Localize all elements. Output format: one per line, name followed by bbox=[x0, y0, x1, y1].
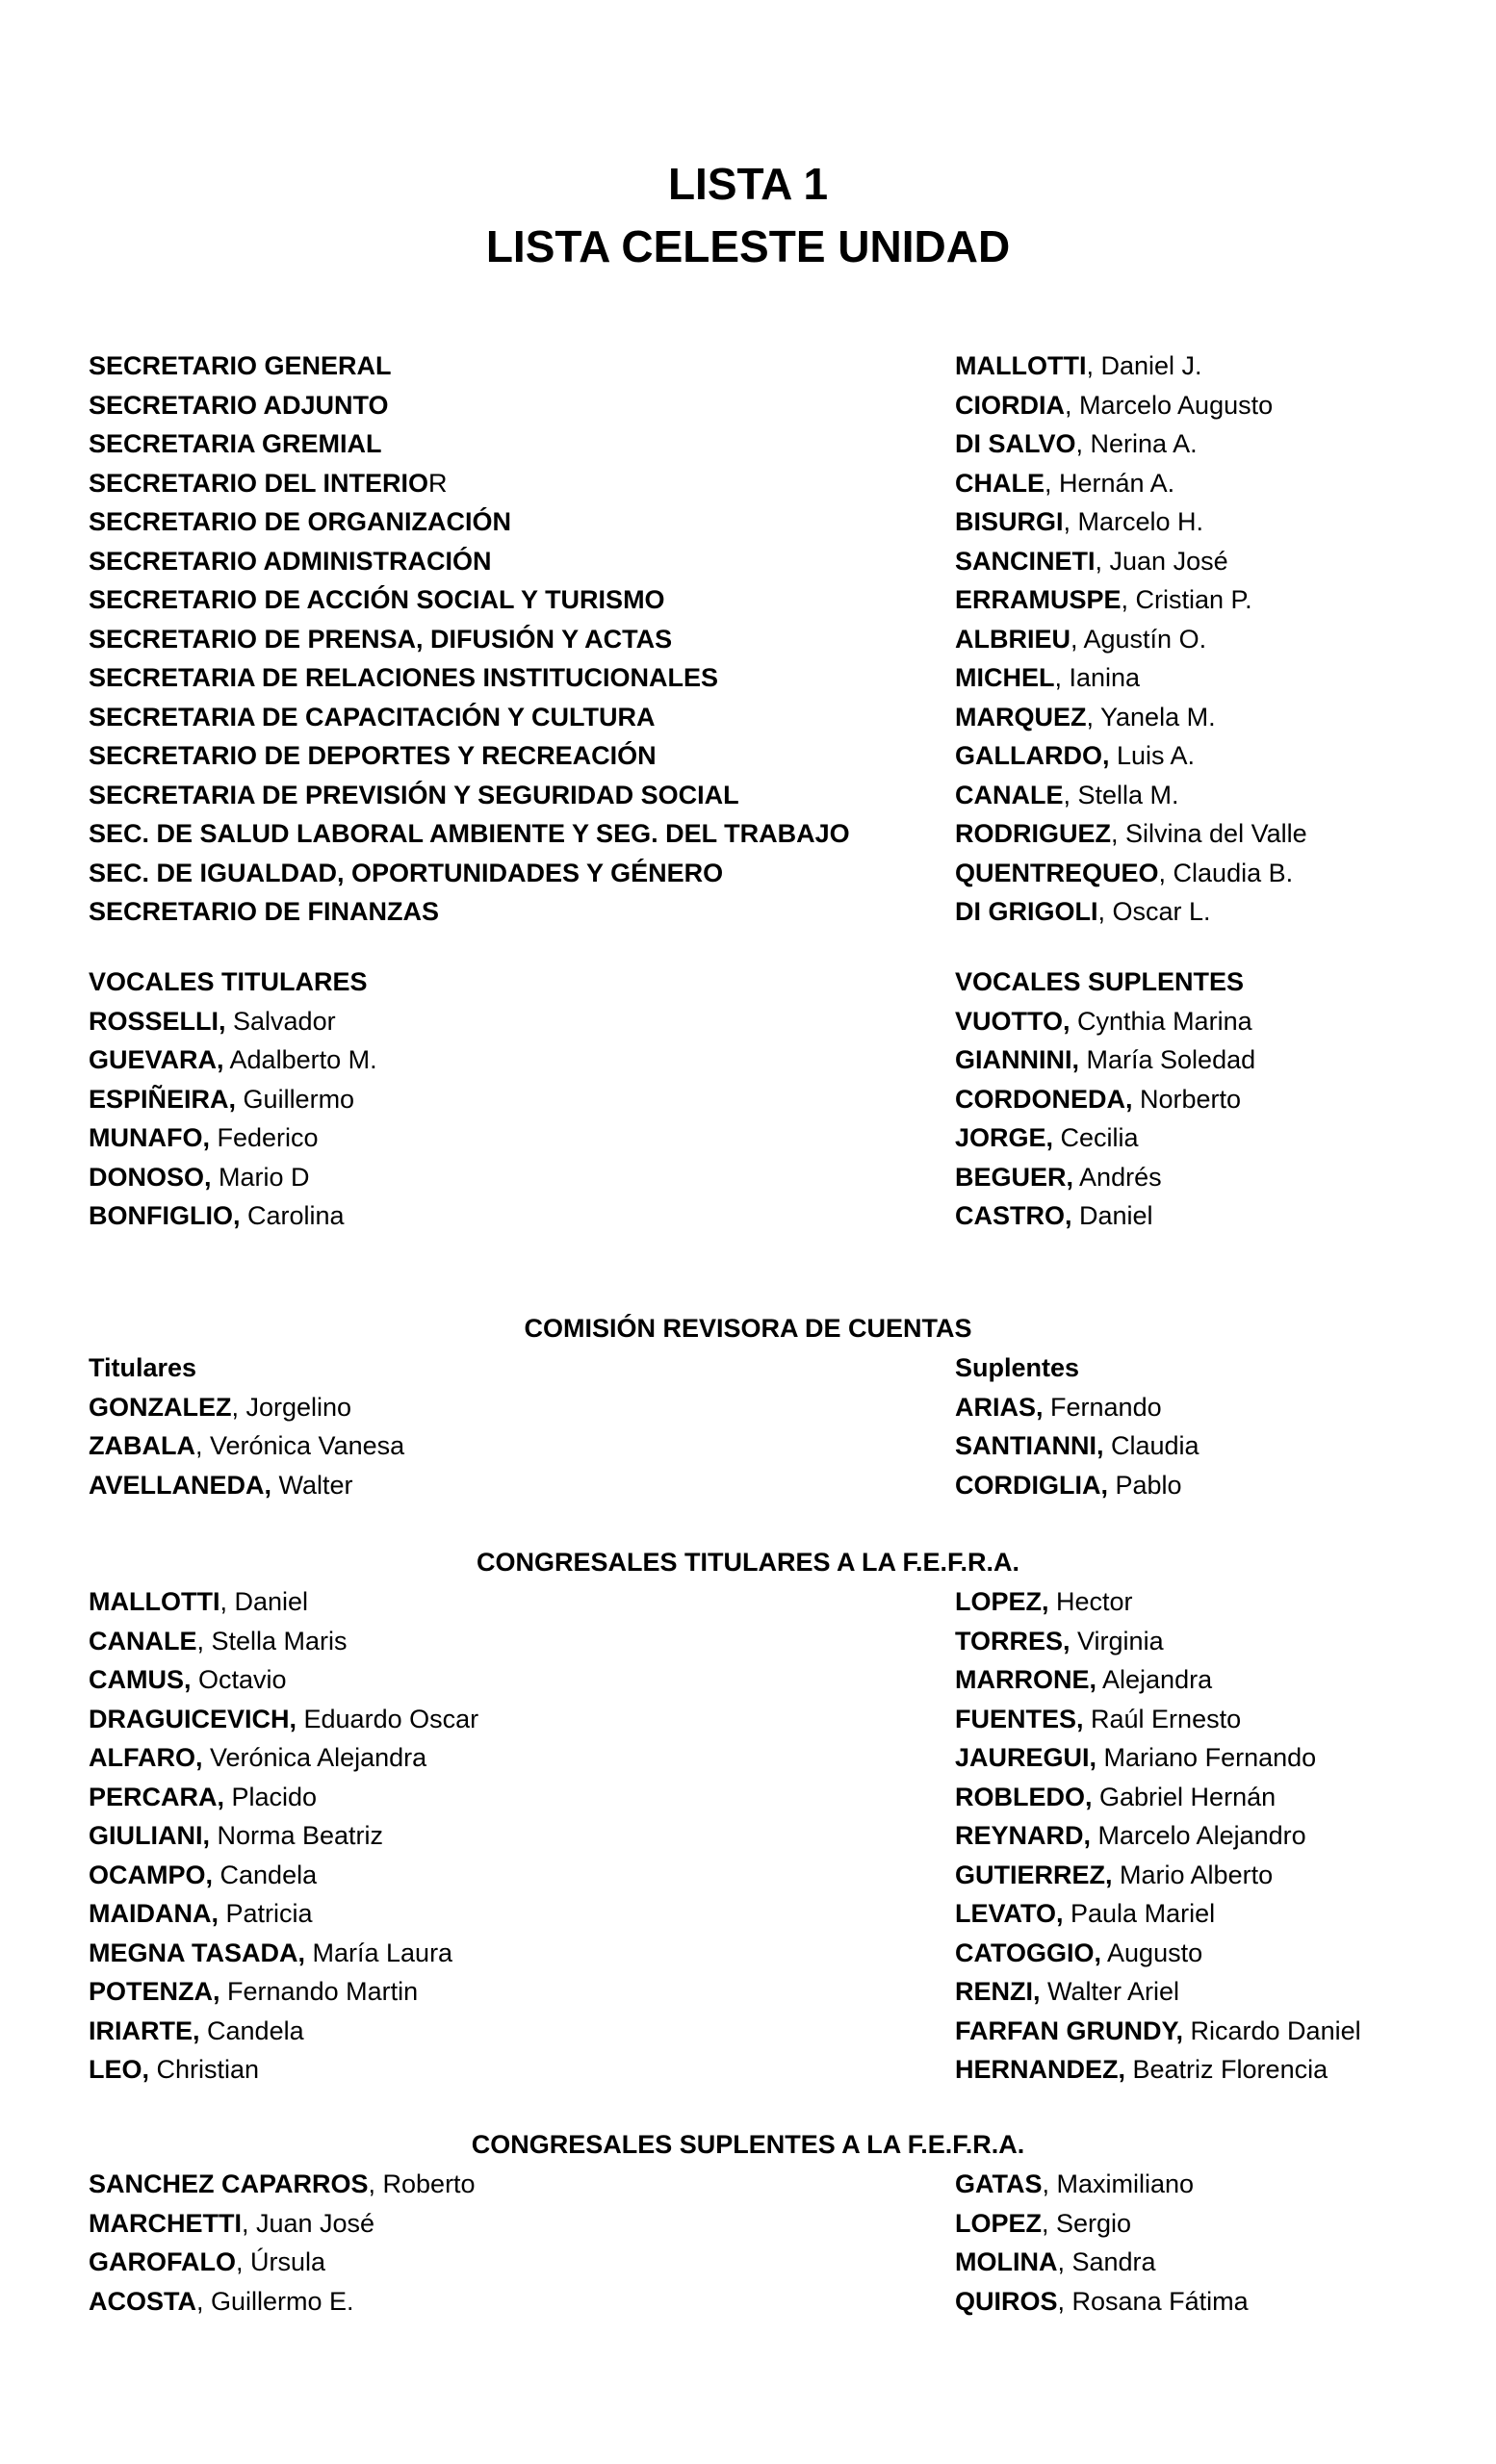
person-given-name: , Daniel bbox=[219, 1587, 309, 1616]
position-role-text: SECRETARIO DE DEPORTES Y RECREACIÓN bbox=[89, 741, 657, 770]
person-given-name: Mario Alberto bbox=[1112, 1860, 1274, 1889]
person-row bbox=[955, 2282, 1456, 2322]
person-surname: JAUREGUI, bbox=[955, 1743, 1097, 1772]
holder-surname: SANCINETI bbox=[955, 546, 1096, 576]
person-given-name: Hector bbox=[1048, 1587, 1133, 1616]
person-given-name: Fernando bbox=[1043, 1392, 1162, 1422]
person-row bbox=[89, 1660, 916, 1700]
position-holder-row bbox=[955, 658, 1456, 698]
position-role-text: SECRETARIO ADMINISTRACIÓN bbox=[89, 546, 492, 576]
holder-given-name: , Daniel J. bbox=[1086, 351, 1202, 380]
person-given-name: , Guillermo E. bbox=[196, 2286, 354, 2316]
person-surname: HERNANDEZ, bbox=[955, 2055, 1126, 2084]
person-row bbox=[89, 2050, 916, 2090]
holder-surname: QUENTREQUEO bbox=[955, 858, 1159, 887]
person-surname: FARFAN GRUNDY, bbox=[955, 2015, 1184, 2045]
person-surname: MEGNA TASADA, bbox=[89, 1938, 305, 1967]
position-holder-row bbox=[955, 698, 1456, 737]
position-holder-row bbox=[955, 620, 1456, 659]
position-role-text: SEC. DE IGUALDAD, OPORTUNIDADES Y GÉNERO bbox=[89, 858, 724, 887]
person-surname: ROSSELLI, bbox=[89, 1006, 226, 1036]
holder-surname: RODRIGUEZ bbox=[955, 819, 1111, 848]
person-given-name: Candela bbox=[213, 1860, 318, 1889]
person-surname: GUTIERREZ, bbox=[955, 1860, 1113, 1889]
comision-suplentes-list bbox=[955, 1348, 1456, 1504]
person-row bbox=[955, 1582, 1456, 1622]
person-row bbox=[955, 1158, 1456, 1197]
position-holder-row bbox=[955, 736, 1456, 776]
person-row bbox=[89, 1040, 916, 1080]
position-holder-row bbox=[955, 502, 1456, 542]
page-title: LISTA 1 bbox=[667, 159, 829, 209]
position-role-text: SECRETARIO DE FINANZAS bbox=[89, 897, 440, 926]
person-given-name: , Sergio bbox=[1042, 2208, 1132, 2238]
comision-suplentes-heading: Suplentes bbox=[955, 1353, 1080, 1382]
person-surname: MAIDANA, bbox=[89, 1899, 219, 1928]
person-row bbox=[955, 1466, 1456, 1505]
person-given-name: Salvador bbox=[225, 1006, 336, 1036]
position-role-suffix: R bbox=[428, 468, 448, 498]
position-role-row bbox=[89, 854, 916, 893]
position-role-text: SECRETARIO ADJUNTO bbox=[89, 390, 389, 420]
person-row bbox=[89, 2204, 916, 2244]
person-given-name: Christian bbox=[149, 2055, 260, 2084]
person-row bbox=[89, 2282, 916, 2322]
person-given-name: Verónica Alejandra bbox=[202, 1743, 427, 1772]
position-holder-row bbox=[955, 892, 1456, 932]
position-role-text: SEC. DE SALUD LABORAL AMBIENTE Y SEG. DEL TRABAJO bbox=[89, 819, 850, 848]
person-surname: ARIAS, bbox=[955, 1392, 1044, 1422]
person-surname: CORDIGLIA, bbox=[955, 1470, 1108, 1500]
person-row bbox=[955, 1660, 1456, 1700]
person-row bbox=[955, 1002, 1456, 1041]
person-surname: BONFIGLIO, bbox=[89, 1201, 241, 1230]
person-given-name: María Soledad bbox=[1079, 1045, 1256, 1074]
position-role-row bbox=[89, 620, 916, 659]
holder-surname: MALLOTTI bbox=[955, 351, 1087, 380]
vocales-suplentes-heading: VOCALES SUPLENTES bbox=[955, 967, 1245, 996]
person-row bbox=[955, 1778, 1456, 1817]
position-role-text: SECRETARIO DEL INTERIO bbox=[89, 468, 429, 498]
person-given-name: Marcelo Alejandro bbox=[1091, 1821, 1306, 1850]
person-row bbox=[89, 2012, 916, 2051]
person-surname: GIANNINI, bbox=[955, 1045, 1080, 1074]
person-row bbox=[89, 2243, 916, 2282]
person-surname: CASTRO, bbox=[955, 1201, 1072, 1230]
person-given-name: Mario D bbox=[211, 1162, 310, 1192]
person-row bbox=[89, 1158, 916, 1197]
person-surname: GONZALEZ bbox=[89, 1392, 232, 1422]
person-surname: MOLINA bbox=[955, 2247, 1058, 2276]
holder-given-name: , Marcelo Augusto bbox=[1065, 390, 1274, 420]
person-given-name: Claudia bbox=[1103, 1431, 1199, 1460]
person-given-name: Mariano Fernando bbox=[1096, 1743, 1317, 1772]
person-row bbox=[955, 2012, 1456, 2051]
person-row bbox=[955, 1972, 1456, 2012]
congresales-suplentes-left-list bbox=[89, 2165, 916, 2321]
congresales-suplentes-heading: CONGRESALES SUPLENTES A LA F.E.F.R.A. bbox=[471, 2130, 1025, 2159]
position-role-row bbox=[89, 776, 916, 815]
holder-given-name: , Nerina A. bbox=[1075, 429, 1198, 458]
person-surname: SANCHEZ CAPARROS bbox=[89, 2169, 369, 2198]
person-surname: LOPEZ bbox=[955, 2208, 1043, 2238]
person-row bbox=[955, 1388, 1456, 1427]
person-given-name: Beatriz Florencia bbox=[1125, 2055, 1328, 2084]
person-surname: MARRONE, bbox=[955, 1665, 1096, 1694]
holder-surname: CANALE bbox=[955, 780, 1064, 809]
position-role-text: SECRETARIA GREMIAL bbox=[89, 429, 382, 458]
person-surname: GUEVARA, bbox=[89, 1045, 224, 1074]
person-given-name: , Stella Maris bbox=[196, 1626, 348, 1656]
person-given-name: , Úrsula bbox=[236, 2247, 326, 2276]
person-given-name: Alejandra bbox=[1096, 1665, 1213, 1694]
person-row bbox=[955, 1700, 1456, 1739]
person-row bbox=[89, 1894, 916, 1934]
person-surname: GAROFALO bbox=[89, 2247, 236, 2276]
person-given-name: Placido bbox=[224, 1782, 318, 1811]
person-row bbox=[89, 1388, 916, 1427]
person-given-name: Walter Ariel bbox=[1040, 1977, 1180, 2006]
holder-surname: CIORDIA bbox=[955, 390, 1065, 420]
person-row bbox=[89, 2165, 916, 2204]
person-surname: REYNARD, bbox=[955, 1821, 1092, 1850]
person-row bbox=[955, 1934, 1456, 1973]
vocales-suplentes-list bbox=[955, 962, 1456, 1236]
vocales-titulares-list bbox=[89, 962, 916, 1236]
holder-given-name: , Cristian P. bbox=[1121, 585, 1252, 614]
position-role-text: SECRETARIO DE ORGANIZACIÓN bbox=[89, 507, 512, 536]
person-surname: LEVATO, bbox=[955, 1899, 1064, 1928]
position-role-row bbox=[89, 346, 916, 386]
person-given-name: Norberto bbox=[1132, 1084, 1242, 1114]
vocales-titulares-heading: VOCALES TITULARES bbox=[89, 967, 368, 996]
person-surname: QUIROS bbox=[955, 2286, 1058, 2316]
position-holder-row bbox=[955, 386, 1456, 425]
person-surname: BEGUER, bbox=[955, 1162, 1074, 1192]
position-holder-row bbox=[955, 464, 1456, 503]
person-surname: RENZI, bbox=[955, 1977, 1041, 2006]
person-given-name: Pablo bbox=[1108, 1470, 1182, 1500]
holder-surname: MARQUEZ bbox=[955, 702, 1087, 732]
person-given-name: Walter bbox=[271, 1470, 353, 1500]
person-given-name: , Jorgelino bbox=[231, 1392, 352, 1422]
person-row bbox=[89, 1080, 916, 1119]
holder-surname: ERRAMUSPE bbox=[955, 585, 1122, 614]
person-row bbox=[955, 2243, 1456, 2282]
person-surname: SANTIANNI, bbox=[955, 1431, 1104, 1460]
position-role-text: SECRETARIA DE PREVISIÓN Y SEGURIDAD SOCIAL bbox=[89, 780, 739, 809]
person-given-name: , Sandra bbox=[1057, 2247, 1156, 2276]
position-holder-row bbox=[955, 854, 1456, 893]
position-role-text: SECRETARIO DE ACCIÓN SOCIAL Y TURISMO bbox=[89, 585, 665, 614]
congresales-titulares-right-list bbox=[955, 1582, 1456, 2090]
position-holder-row bbox=[955, 580, 1456, 620]
person-row bbox=[89, 1856, 916, 1895]
person-row bbox=[955, 2050, 1456, 2090]
person-given-name: Norma Beatriz bbox=[210, 1821, 384, 1850]
page-subtitle: LISTA CELESTE UNIDAD bbox=[485, 221, 1011, 271]
position-holder-row bbox=[955, 814, 1456, 854]
person-surname: MALLOTTI bbox=[89, 1587, 220, 1616]
person-given-name: , Roberto bbox=[368, 2169, 476, 2198]
person-surname: CAMUS, bbox=[89, 1665, 192, 1694]
person-given-name: Cynthia Marina bbox=[1070, 1006, 1252, 1036]
holder-given-name: , Hernán A. bbox=[1045, 468, 1175, 498]
holder-surname: MICHEL bbox=[955, 663, 1055, 692]
person-given-name: Cecilia bbox=[1053, 1123, 1139, 1152]
holder-surname: GALLARDO, bbox=[955, 741, 1110, 770]
person-given-name: María Laura bbox=[305, 1938, 453, 1967]
person-given-name: , Rosana Fátima bbox=[1057, 2286, 1249, 2316]
person-surname: GATAS bbox=[955, 2169, 1043, 2198]
person-surname: VUOTTO, bbox=[955, 1006, 1070, 1036]
holder-given-name: , Marcelo H. bbox=[1063, 507, 1204, 536]
positions-names-list bbox=[955, 346, 1456, 932]
person-surname: FUENTES, bbox=[955, 1704, 1084, 1733]
person-given-name: Guillermo bbox=[236, 1084, 355, 1114]
congresales-suplentes-right-list bbox=[955, 2165, 1456, 2321]
person-surname: DRAGUICEVICH, bbox=[89, 1704, 297, 1733]
position-role-row bbox=[89, 892, 916, 932]
position-role-row bbox=[89, 502, 916, 542]
person-surname: CANALE bbox=[89, 1626, 197, 1656]
person-surname: ESPIÑEIRA, bbox=[89, 1084, 237, 1114]
person-surname: OCAMPO, bbox=[89, 1860, 214, 1889]
comision-titulares-heading: Titulares bbox=[89, 1353, 197, 1382]
person-surname: PERCARA, bbox=[89, 1782, 225, 1811]
person-surname: LOPEZ, bbox=[955, 1587, 1049, 1616]
position-role-row bbox=[89, 736, 916, 776]
person-row bbox=[955, 1080, 1456, 1119]
person-row bbox=[89, 1778, 916, 1817]
holder-given-name: , Ianina bbox=[1054, 663, 1141, 692]
person-given-name: Fernando Martin bbox=[219, 1977, 419, 2006]
position-role-row bbox=[89, 580, 916, 620]
person-row bbox=[955, 1622, 1456, 1661]
comision-heading: COMISIÓN REVISORA DE CUENTAS bbox=[524, 1314, 972, 1343]
person-surname: MARCHETTI bbox=[89, 2208, 242, 2238]
holder-surname: ALBRIEU bbox=[955, 624, 1070, 654]
person-row bbox=[89, 1816, 916, 1856]
person-row bbox=[89, 1622, 916, 1661]
person-given-name: , Verónica Vanesa bbox=[194, 1431, 405, 1460]
person-surname: JORGE, bbox=[955, 1123, 1054, 1152]
person-surname: ZABALA bbox=[89, 1431, 195, 1460]
position-role-row bbox=[89, 542, 916, 581]
position-role-row bbox=[89, 424, 916, 464]
holder-given-name: , Claudia B. bbox=[1158, 858, 1294, 887]
person-surname: LEO, bbox=[89, 2055, 150, 2084]
person-given-name: , Maximiliano bbox=[1042, 2169, 1195, 2198]
holder-given-name: , Agustín O. bbox=[1070, 624, 1207, 654]
person-row bbox=[89, 1738, 916, 1778]
person-given-name: Octavio bbox=[191, 1665, 287, 1694]
position-role-text: SECRETARIA DE CAPACITACIÓN Y CULTURA bbox=[89, 702, 656, 732]
person-row bbox=[89, 1582, 916, 1622]
person-given-name: , Juan José bbox=[241, 2208, 375, 2238]
person-given-name: Ricardo Daniel bbox=[1183, 2015, 1361, 2045]
position-holder-row bbox=[955, 424, 1456, 464]
position-holder-row bbox=[955, 776, 1456, 815]
person-surname: CORDONEDA, bbox=[955, 1084, 1133, 1114]
holder-given-name: , Stella M. bbox=[1063, 780, 1179, 809]
holder-given-name: , Juan José bbox=[1095, 546, 1228, 576]
comision-titulares-list bbox=[89, 1348, 916, 1504]
congresales-titulares-heading: CONGRESALES TITULARES A LA F.E.F.R.A. bbox=[476, 1548, 1020, 1577]
person-surname: CATOGGIO, bbox=[955, 1938, 1102, 1967]
positions-roles-list bbox=[89, 346, 916, 932]
person-row bbox=[89, 1196, 916, 1236]
person-given-name: Patricia bbox=[219, 1899, 313, 1928]
position-role-row bbox=[89, 814, 916, 854]
holder-given-name: , Silvina del Valle bbox=[1111, 819, 1307, 848]
person-row bbox=[89, 1118, 916, 1158]
person-row bbox=[955, 1118, 1456, 1158]
person-row bbox=[89, 1002, 916, 1041]
holder-given-name: Luis A. bbox=[1109, 741, 1196, 770]
position-holder-row bbox=[955, 542, 1456, 581]
person-given-name: Augusto bbox=[1101, 1938, 1203, 1967]
person-row bbox=[955, 1816, 1456, 1856]
person-surname: GIULIANI, bbox=[89, 1821, 210, 1850]
person-row bbox=[955, 1040, 1456, 1080]
person-row bbox=[89, 1972, 916, 2012]
person-row bbox=[89, 1700, 916, 1739]
person-given-name: Federico bbox=[209, 1123, 319, 1152]
position-role-text: SECRETARIO GENERAL bbox=[89, 351, 392, 380]
person-surname: ALFARO, bbox=[89, 1743, 203, 1772]
position-role-text: SECRETARIA DE RELACIONES INSTITUCIONALES bbox=[89, 663, 719, 692]
position-role-row bbox=[89, 386, 916, 425]
person-given-name: Gabriel Hernán bbox=[1092, 1782, 1277, 1811]
person-surname: IRIARTE, bbox=[89, 2015, 200, 2045]
person-given-name: Eduardo Oscar bbox=[297, 1704, 479, 1733]
person-surname: MUNAFO, bbox=[89, 1123, 210, 1152]
person-given-name: Adalberto M. bbox=[223, 1045, 377, 1074]
person-row bbox=[89, 1934, 916, 1973]
person-given-name: Daniel bbox=[1071, 1201, 1153, 1230]
person-row bbox=[955, 1426, 1456, 1466]
person-given-name: Raúl Ernesto bbox=[1083, 1704, 1242, 1733]
position-role-row bbox=[89, 658, 916, 698]
holder-surname: DI GRIGOLI bbox=[955, 897, 1098, 926]
person-row bbox=[955, 1738, 1456, 1778]
position-role-text: SECRETARIO DE PRENSA, DIFUSIÓN Y ACTAS bbox=[89, 624, 673, 654]
person-row bbox=[955, 1856, 1456, 1895]
position-role-row bbox=[89, 698, 916, 737]
position-role-row bbox=[89, 464, 916, 503]
person-surname: ACOSTA bbox=[89, 2286, 196, 2316]
person-row bbox=[955, 2204, 1456, 2244]
holder-given-name: , Yanela M. bbox=[1086, 702, 1216, 732]
person-surname: AVELLANEDA, bbox=[89, 1470, 272, 1500]
person-given-name: Andrés bbox=[1073, 1162, 1162, 1192]
holder-surname: BISURGI bbox=[955, 507, 1064, 536]
person-row bbox=[89, 1426, 916, 1466]
holder-surname: DI SALVO bbox=[955, 429, 1076, 458]
person-surname: POTENZA, bbox=[89, 1977, 220, 2006]
person-given-name: Paula Mariel bbox=[1063, 1899, 1216, 1928]
person-row bbox=[955, 1894, 1456, 1934]
position-holder-row bbox=[955, 346, 1456, 386]
person-given-name: Candela bbox=[199, 2015, 304, 2045]
person-surname: DONOSO, bbox=[89, 1162, 212, 1192]
person-row bbox=[89, 1466, 916, 1505]
person-row bbox=[955, 2165, 1456, 2204]
person-surname: ROBLEDO, bbox=[955, 1782, 1093, 1811]
person-row bbox=[955, 1196, 1456, 1236]
person-surname: TORRES, bbox=[955, 1626, 1070, 1656]
congresales-titulares-left-list bbox=[89, 1582, 916, 2090]
person-given-name: Carolina bbox=[240, 1201, 345, 1230]
holder-surname: CHALE bbox=[955, 468, 1045, 498]
person-given-name: Virginia bbox=[1070, 1626, 1164, 1656]
holder-given-name: , Oscar L. bbox=[1097, 897, 1211, 926]
